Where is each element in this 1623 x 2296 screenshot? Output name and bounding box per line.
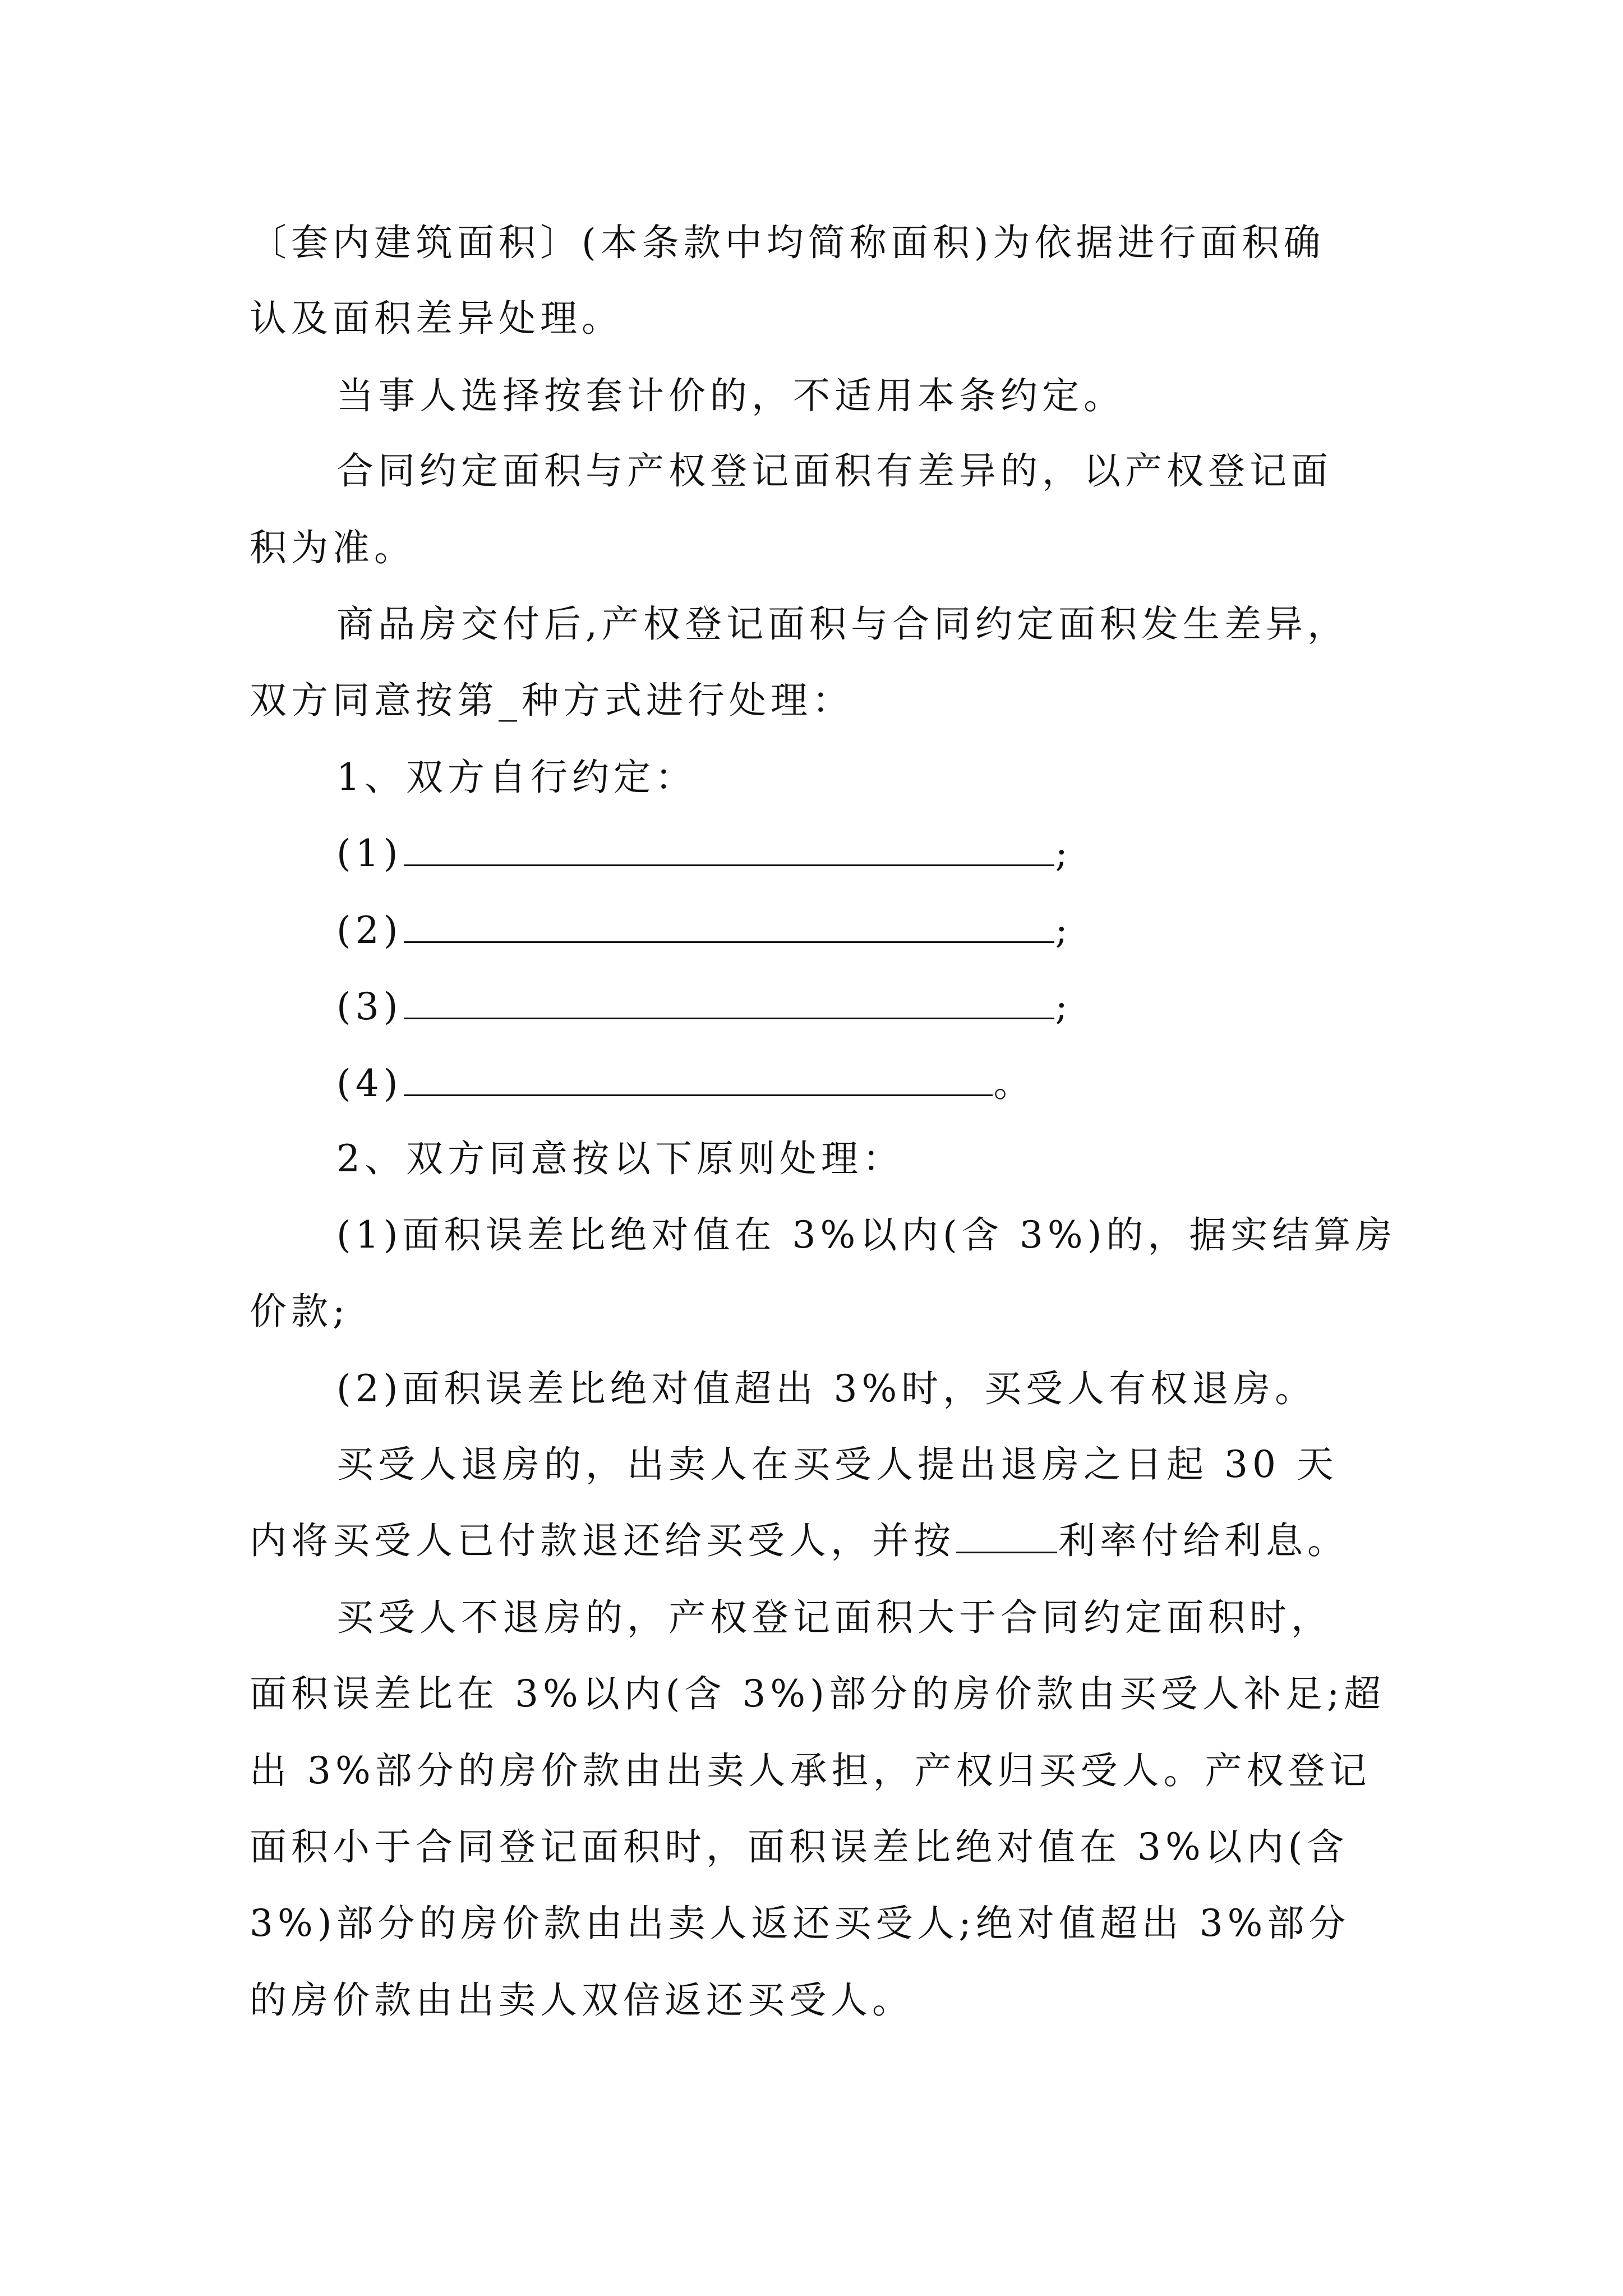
item-label: (2) (336, 909, 403, 952)
item-end: ; (1055, 832, 1072, 875)
paragraph-line: 〔套内建筑面积〕(本条款中均简称面积)为依据进行面积确 (250, 221, 1325, 264)
paragraph-line: 认及面积差异处理。 (250, 297, 623, 340)
list-heading: 2、双方同意按以下原则处理： (336, 1137, 904, 1180)
paragraph-line: 商品房交付后,产权登记面积与合同约定面积发生差异， (336, 602, 1349, 646)
interest-rate-blank (956, 1518, 1057, 1553)
paragraph-line: 当事人选择按套计价的，不适用本条约定。 (336, 374, 1125, 417)
paragraph-line: 3%)部分的房价款由出卖人返还买受人;绝对值超出 3%部分 (250, 1902, 1350, 1945)
paragraph-line: 面积小于合同登记面积时，面积误差比绝对值在 3%以内(含 (250, 1825, 1349, 1869)
fill-in-blank (404, 984, 1054, 1019)
paragraph-line: (1)面积误差比绝对值在 3%以内(含 3%)的，据实结算房 (336, 1213, 1397, 1257)
paragraph-line: 买受人不退房的，产权登记面积大于合同约定面积时， (336, 1596, 1332, 1639)
item-end: ; (1055, 909, 1072, 952)
paragraph-line: 面积误差比在 3%以内(含 3%)部分的房价款由买受人补足;超 (250, 1672, 1386, 1715)
paragraph-line: 的房价款由出卖人双倍返还买受人。 (250, 1978, 914, 2022)
paragraph-line: 积为准。 (250, 526, 416, 569)
paragraph-line: (2)面积误差比绝对值超出 3%时，买受人有权退房。 (336, 1367, 1317, 1410)
paragraph-line: 双方同意按第_种方式进行处理： (250, 679, 854, 722)
item-end: 。 (993, 1062, 1035, 1105)
blank-item (336, 829, 1072, 879)
blank-item (336, 982, 1072, 1032)
paragraph-line: 价款; (250, 1290, 350, 1333)
item-end: ; (1055, 985, 1072, 1028)
item-label: (4) (336, 1062, 403, 1105)
fill-in-blank (404, 1061, 993, 1096)
item-label: (1) (336, 832, 403, 875)
blank-item (336, 1059, 1035, 1109)
paragraph-line: 出 3%部分的房价款由出卖人承担，产权归买受人。产权登记 (250, 1749, 1371, 1792)
fill-in-blank (404, 908, 1054, 943)
paragraph-line: 买受人退房的，出卖人在买受人提出退房之日起 30 天 (336, 1443, 1338, 1486)
list-heading: 1、双方自行约定： (336, 756, 697, 799)
refund-text-end: 利率付给利息。 (1058, 1519, 1349, 1562)
item-label: (3) (336, 985, 403, 1028)
fill-in-blank (404, 831, 1054, 866)
paragraph-line (250, 1516, 1349, 1566)
blank-item (336, 905, 1072, 956)
refund-text: 内将买受人已付款退还给买受人，并按 (250, 1519, 955, 1562)
paragraph-line: 合同约定面积与产权登记面积有差异的，以产权登记面 (336, 449, 1332, 493)
